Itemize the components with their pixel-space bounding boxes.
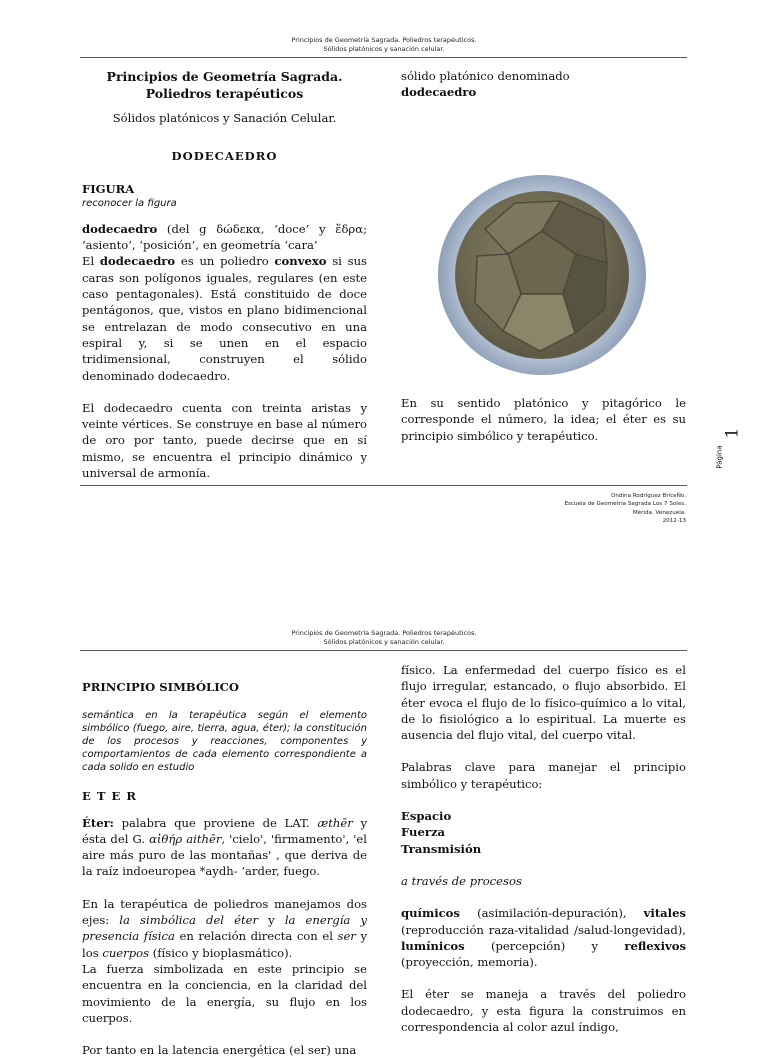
procesos-label: a través de procesos (401, 873, 522, 888)
palabras-clave-paragraph: Palabras clave para manejar el principio simbólico y terapéutico: (401, 760, 686, 791)
procesos-paragraph (401, 905, 686, 970)
eter-term: Éter: (82, 815, 114, 830)
page-label: Página (715, 445, 724, 469)
ejes-text-d: y los (82, 929, 367, 960)
eter-greek: αἰθήρ aithēr (149, 831, 222, 846)
page2-running-header (0, 629, 768, 647)
dodecahedron-body (455, 191, 629, 359)
keyword-fuerza: Fuerza (401, 825, 446, 840)
eter-dodecaedro-paragraph: El éter se maneja a través del poliedro dodecaedro, y esta figura la construimos en correspondencia al color azul índigo, (401, 987, 686, 1035)
header-rule (80, 57, 687, 58)
p1-term: dodecaedro (99, 254, 176, 269)
quimicos-text: (asimilación-depuración), (459, 906, 644, 921)
reflexivos-text: (proyección, memoria). (401, 955, 538, 970)
p1-term-convexo: convexo (274, 254, 327, 269)
paragraph-2: El dodecaedro cuenta con treinta aristas y veinte vértices. Se construye en base al número de oro por tanto, puede decirse que en sí mismo, se encuentra el principio dinámico y universal de armonía. (82, 400, 367, 481)
ejes-italic-cuerpos: cuerpos (102, 945, 150, 960)
figura-note: reconocer la figura (82, 197, 177, 209)
definition-text: (del g δώδεκα, ‘doce’ y ἕδρα; ‘asiento’, ‘posición’, en geometría ‘cara’ (82, 221, 367, 253)
right-paragraph: En su sentido platónico y pitagórico le corresponde el número, la idea; el éter es su principio simbólico y terapéutico. (401, 396, 686, 443)
page-number-value: 1 (722, 427, 743, 439)
eter-text-a: palabra que proviene de LAT. (113, 815, 318, 830)
term-vitales: vitales (643, 906, 686, 921)
page1-running-header (0, 36, 768, 54)
page-number (713, 425, 757, 473)
fuerza-paragraph: La fuerza simbolizada en este principio se encuentra en la conciencia, en la claridad del movimiento de la energía, su flujo en los cuerpos. (82, 961, 367, 1025)
principio-heading: PRINCIPIO SIMBÓLICO (82, 680, 239, 694)
page1-right-column (401, 68, 686, 101)
page2-right-column (401, 662, 686, 1035)
p1-text-a: El (82, 254, 100, 269)
definition-paragraph (82, 221, 367, 254)
eter-latin: æthēr (317, 815, 353, 830)
figura-heading: FIGURA (82, 181, 135, 196)
page1-left-column (82, 68, 367, 481)
header-line1: Principios de Geometría Sagrada. Poliedros terapéuticos. (291, 36, 477, 44)
flujo-paragraph: físico. La enfermedad del cuerpo físico es el flujo irregular, estancado, o flujo absorbido. El éter evoca el flujo de lo físico-químico a lo vital, de lo fisiológico a lo espiritual. La muerte es ausencia del flujo vital, del cuerpo vital. (401, 663, 686, 743)
ejes-italic-ser: ser (337, 929, 356, 944)
ejes-text-b: y (258, 913, 285, 928)
paragraph-1 (82, 253, 367, 383)
term-quimicos: químicos (401, 906, 460, 921)
footer-place: Mérida. Venezuela. (632, 509, 686, 516)
keyword-espacio: Espacio (401, 809, 452, 824)
eter-heading: E T E R (82, 789, 138, 804)
ejes-text-c: en relación directa con el (174, 929, 338, 944)
term-reflexivos: reflexivos (624, 938, 686, 953)
page1-footer (564, 492, 686, 526)
header-line1: Principios de Geometría Sagrada. Poliedros terapéuticos. (291, 629, 477, 637)
eter-text-b: y ésta del G. (82, 815, 367, 846)
footer-year: 2012-13 (662, 518, 686, 525)
footer-author: Ondina Rodríguez BriceÑo. (610, 493, 686, 499)
section-title: DODECAEDRO (171, 149, 278, 164)
vitales-text: (reproducción raza-vitalidad /salud-longevidad), (401, 922, 686, 937)
eter-paragraph (82, 815, 367, 880)
document-title: Principios de Geometría Sagrada. Poliedros terapéuticos (106, 69, 343, 101)
right-term: dodecaedro (401, 85, 477, 100)
luminicos-text: (percepción) y (464, 938, 625, 953)
ejes-text-a: En la terapéutica de poliedros manejamos dos ejes: (82, 896, 367, 928)
definition-term: dodecaedro (82, 221, 158, 236)
footer-school: Escuela de Geometría Sagrada Los 7 Soles. (564, 501, 686, 508)
keyword-transmision: Transmisión (401, 841, 482, 856)
header-line2: Sólidos platónicos y sanación celular. (323, 638, 445, 646)
p1-text-c: si sus caras son polígonos iguales, regulares (en este caso pentagonales). Está constituido de doce pentágonos, que, vistos en plano bidimencional se entrelazan de modo consecutivo en una espiral y, si se unen en el espacio tridimensional, construyen el sólido denominado dodecaedro. (82, 254, 367, 383)
document-subtitle: Sólidos platónicos y Sanación Celular. (112, 111, 337, 125)
ejes-paragraph (82, 896, 367, 961)
right-intro: sólido platónico denominado (401, 69, 570, 83)
header-rule (80, 650, 687, 651)
dodecahedron-faces (455, 191, 629, 359)
header-line2: Sólidos platónicos y sanación celular. (323, 45, 445, 53)
ejes-italic-2: la energía y presencia física (82, 913, 367, 944)
latencia-paragraph: Por tanto en la latencia energética (el ser) una (82, 1043, 357, 1058)
ejes-text-e: (físico y bioplasmático). (149, 945, 293, 960)
p1-text-b: es un poliedro (175, 254, 275, 269)
dodecahedron-image (438, 175, 646, 375)
page2-left-column (82, 679, 367, 1058)
footer-rule (80, 485, 687, 486)
ejes-italic-1: la simbólica del éter (119, 913, 259, 928)
term-luminicos: lumínicos (401, 938, 465, 953)
principio-note: semántica en la terapéutica según el elemento simbólico (fuego, aire, tierra, agua, éter); la constitución de los procesos y reacciones, componentes y comportamientos de cada elemento correspondiente a cada solido en estudio (82, 710, 367, 774)
eter-text-c: , 'cielo', 'firmamento', 'el aire más puro de las montañas' , que deriva de la raíz indoeuropea *aydh- ‘arder, fuego. (82, 831, 367, 879)
